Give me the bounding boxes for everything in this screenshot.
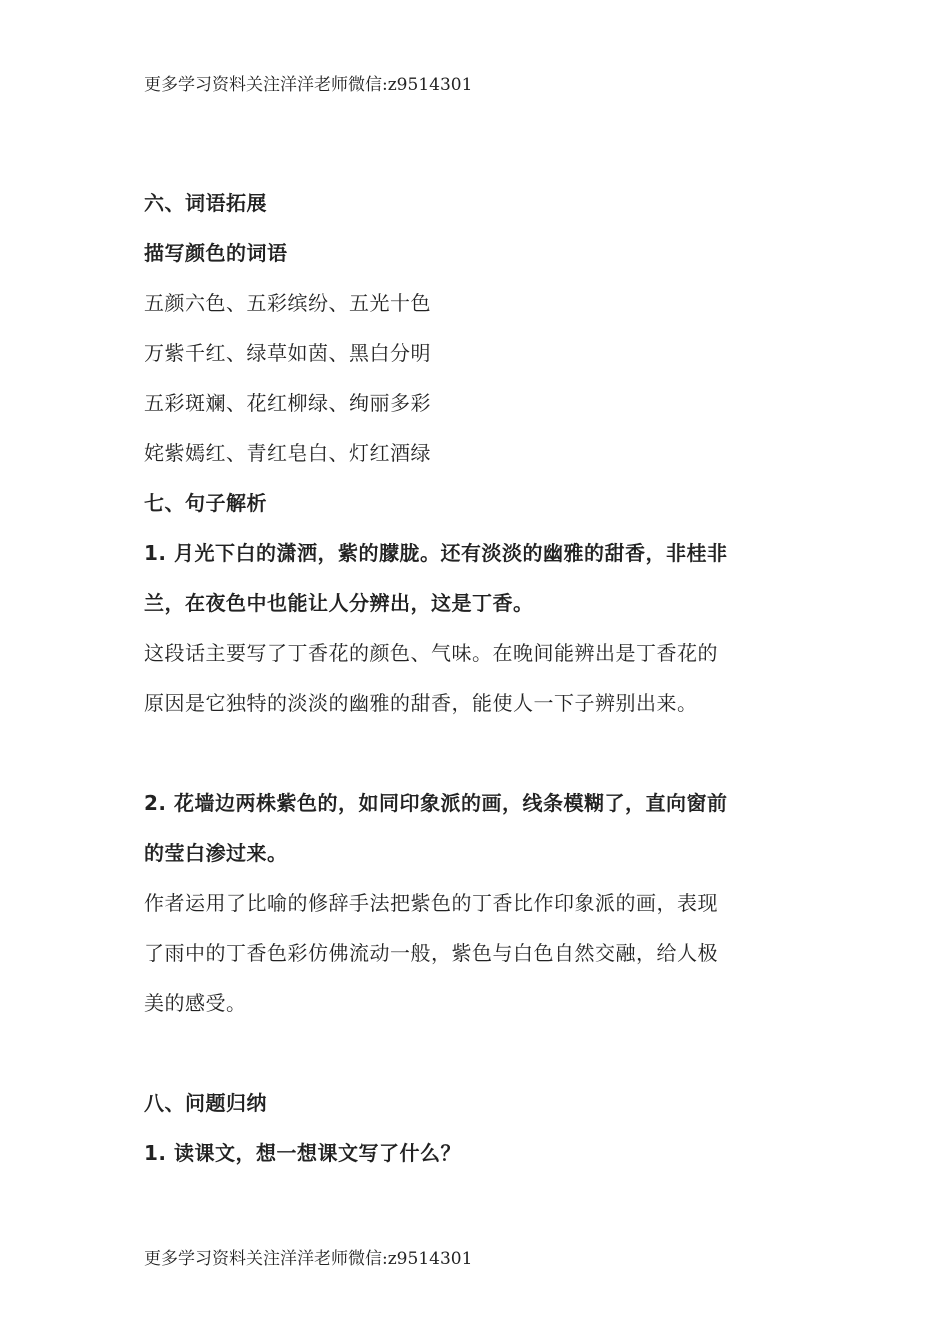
page-footer: 更多学习资料关注洋洋老师微信:z9514301: [144, 1249, 473, 1269]
section-8-title: 八、问题归纳: [144, 1091, 267, 1115]
analysis-2-line: 了雨中的丁香色彩仿佛流动一般，紫色与白色自然交融，给人极: [144, 941, 718, 965]
word-list-line: 五颜六色、五彩缤纷、五光十色: [144, 291, 431, 315]
word-list-line: 万紫千红、绿草如茵、黑白分明: [144, 341, 431, 365]
sentence-1-line: 兰，在夜色中也能让人分辨出，这是丁香。: [144, 591, 534, 615]
sentence-2-line: 的莹白渗过来。: [144, 841, 288, 865]
analysis-1-line: 这段话主要写了丁香花的颜色、气味。在晚间能辨出是丁香花的: [144, 641, 718, 665]
section-7-title: 七、句子解析: [144, 491, 267, 515]
section-6-subtitle: 描写颜色的词语: [144, 241, 288, 265]
section-6-title: 六、词语拓展: [144, 191, 267, 215]
analysis-2-line: 作者运用了比喻的修辞手法把紫色的丁香比作印象派的画，表现: [144, 891, 718, 915]
document-body: [144, 178, 810, 1178]
paragraph-gap: [144, 1028, 810, 1078]
analysis-2-line: 美的感受。: [144, 991, 247, 1015]
word-list-line: 五彩斑斓、花红柳绿、绚丽多彩: [144, 391, 431, 415]
question-1: 1. 读课文，想一想课文写了什么？: [144, 1141, 461, 1165]
paragraph-gap: [144, 728, 810, 778]
word-list-line: 姹紫嫣红、青红皂白、灯红酒绿: [144, 441, 431, 465]
analysis-1-line: 原因是它独特的淡淡的幽雅的甜香，能使人一下子辨别出来。: [144, 691, 698, 715]
sentence-1-line: 1. 月光下白的潇洒，紫的朦胧。还有淡淡的幽雅的甜香，非桂非: [144, 541, 728, 565]
page-header: 更多学习资料关注洋洋老师微信:z9514301: [144, 75, 473, 95]
sentence-2-line: 2. 花墙边两株紫色的，如同印象派的画，线条模糊了，直向窗前: [144, 791, 728, 815]
